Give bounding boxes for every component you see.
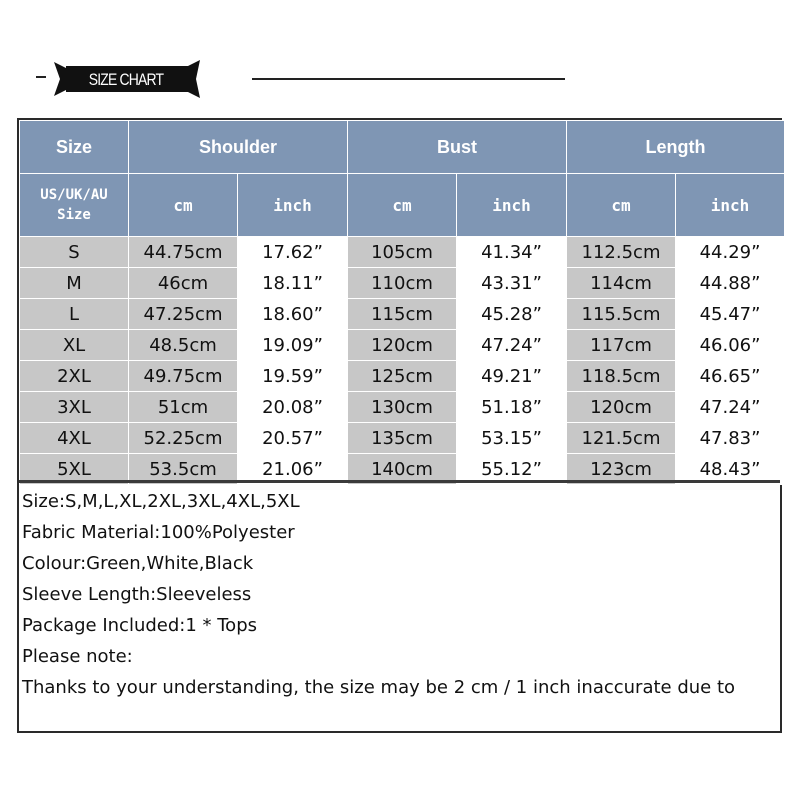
size-cell: 4XL xyxy=(20,423,129,454)
cm-value-cell: 44.75cm xyxy=(129,237,238,268)
header-unit-inch: inch xyxy=(457,174,567,237)
inch-value-cell: 45.28” xyxy=(457,299,567,330)
header-unit-inch: inch xyxy=(238,174,348,237)
inch-value-cell: 53.15” xyxy=(457,423,567,454)
inch-value-cell: 47.24” xyxy=(457,330,567,361)
inch-value-cell: 49.21” xyxy=(457,361,567,392)
cm-value-cell: 140cm xyxy=(348,454,457,485)
cm-value-cell: 52.25cm xyxy=(129,423,238,454)
header-unit-cm: cm xyxy=(348,174,457,237)
cm-value-cell: 130cm xyxy=(348,392,457,423)
inch-value-cell: 44.29” xyxy=(676,237,785,268)
table-bottom-rule xyxy=(19,480,780,483)
inch-value-cell: 46.06” xyxy=(676,330,785,361)
size-cell: XL xyxy=(20,330,129,361)
table-row xyxy=(20,361,785,392)
cm-value-cell: 46cm xyxy=(129,268,238,299)
cm-value-cell: 123cm xyxy=(567,454,676,485)
inch-value-cell: 41.34” xyxy=(457,237,567,268)
cm-value-cell: 51cm xyxy=(129,392,238,423)
cm-value-cell: 47.25cm xyxy=(129,299,238,330)
inch-value-cell: 19.09” xyxy=(238,330,348,361)
inch-value-cell: 17.62” xyxy=(238,237,348,268)
cm-value-cell: 115.5cm xyxy=(567,299,676,330)
inch-value-cell: 51.18” xyxy=(457,392,567,423)
note-line: Size:S,M,L,XL,2XL,3XL,4XL,5XL xyxy=(22,491,300,512)
size-cell: 5XL xyxy=(20,454,129,485)
cm-value-cell: 120cm xyxy=(348,330,457,361)
cm-value-cell: 114cm xyxy=(567,268,676,299)
cm-value-cell: 135cm xyxy=(348,423,457,454)
inch-value-cell: 45.47” xyxy=(676,299,785,330)
header-length: Length xyxy=(567,121,785,174)
cm-value-cell: 117cm xyxy=(567,330,676,361)
size-cell: 3XL xyxy=(20,392,129,423)
cm-value-cell: 118.5cm xyxy=(567,361,676,392)
inch-value-cell: 18.60” xyxy=(238,299,348,330)
table-row xyxy=(20,237,785,268)
table-group-header-row xyxy=(20,121,785,174)
inch-value-cell: 46.65” xyxy=(676,361,785,392)
banner-title: SIZE CHART xyxy=(88,70,164,89)
note-line: Fabric Material:100%Polyester xyxy=(22,522,295,543)
inch-value-cell: 19.59” xyxy=(238,361,348,392)
cm-value-cell: 121.5cm xyxy=(567,423,676,454)
cm-value-cell: 53.5cm xyxy=(129,454,238,485)
size-table xyxy=(19,120,785,485)
cm-value-cell: 125cm xyxy=(348,361,457,392)
header-size-region xyxy=(20,174,129,237)
inch-value-cell: 18.11” xyxy=(238,268,348,299)
size-cell: 2XL xyxy=(20,361,129,392)
header-bust: Bust xyxy=(348,121,567,174)
cm-value-cell: 112.5cm xyxy=(567,237,676,268)
cm-value-cell: 48.5cm xyxy=(129,330,238,361)
header-unit-cm: cm xyxy=(129,174,238,237)
cm-value-cell: 115cm xyxy=(348,299,457,330)
inch-value-cell: 55.12” xyxy=(457,454,567,485)
note-line: Please note: xyxy=(22,646,133,667)
cm-value-cell: 120cm xyxy=(567,392,676,423)
note-line: Package Included:1 * Tops xyxy=(22,615,257,636)
table-row xyxy=(20,392,785,423)
table-row xyxy=(20,299,785,330)
product-notes xyxy=(22,486,772,703)
table-row xyxy=(20,268,785,299)
cm-value-cell: 49.75cm xyxy=(129,361,238,392)
header-shoulder: Shoulder xyxy=(129,121,348,174)
cm-value-cell: 110cm xyxy=(348,268,457,299)
header-unit-inch: inch xyxy=(676,174,785,237)
inch-value-cell: 20.08” xyxy=(238,392,348,423)
inch-value-cell: 48.43” xyxy=(676,454,785,485)
header-size-region-line2: Size xyxy=(57,207,91,223)
size-cell: S xyxy=(20,237,129,268)
table-row xyxy=(20,423,785,454)
inch-value-cell: 20.57” xyxy=(238,423,348,454)
header-size-region-line1: US/UK/AU xyxy=(40,187,108,203)
banner-dash xyxy=(36,76,46,78)
table-row xyxy=(20,330,785,361)
inch-value-cell: 47.24” xyxy=(676,392,785,423)
note-line: Sleeve Length:Sleeveless xyxy=(22,584,252,605)
note-line: Thanks to your understanding, the size may be 2 cm / 1 inch inaccurate due to xyxy=(22,677,736,698)
size-cell: L xyxy=(20,299,129,330)
inch-value-cell: 47.83” xyxy=(676,423,785,454)
table-body xyxy=(20,237,785,485)
inch-value-cell: 21.06” xyxy=(238,454,348,485)
size-cell: M xyxy=(20,268,129,299)
inch-value-cell: 43.31” xyxy=(457,268,567,299)
banner-rule xyxy=(252,78,565,80)
table-unit-header-row xyxy=(20,174,785,237)
header-unit-cm: cm xyxy=(567,174,676,237)
cm-value-cell: 105cm xyxy=(348,237,457,268)
header-size: Size xyxy=(20,121,129,174)
inch-value-cell: 44.88” xyxy=(676,268,785,299)
note-line: Colour:Green,White,Black xyxy=(22,553,254,574)
